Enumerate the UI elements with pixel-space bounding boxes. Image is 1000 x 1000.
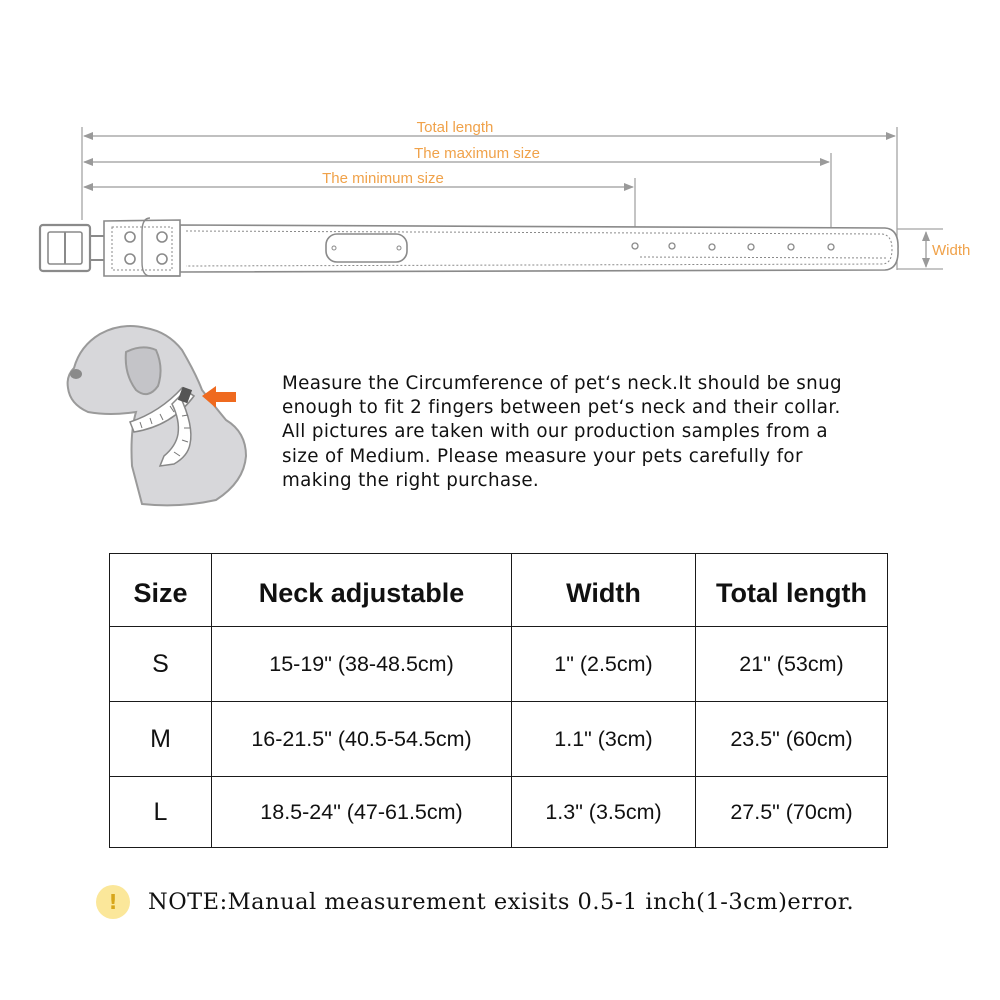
size-chart-table xyxy=(109,553,888,848)
neck-cell: 16-21.5" (40.5-54.5cm) xyxy=(212,702,512,777)
collar-diagram xyxy=(0,0,1000,310)
dog-nose xyxy=(70,369,82,379)
header-neck-adjustable: Neck adjustable xyxy=(212,554,512,627)
length-cell: 23.5" (60cm) xyxy=(696,702,888,777)
total-length-label: Total length xyxy=(416,119,494,136)
neck-cell: 18.5-24" (47-61.5cm) xyxy=(212,777,512,848)
size-value: L xyxy=(153,797,168,826)
table-header-row xyxy=(110,554,888,627)
size-cell xyxy=(110,777,212,848)
width-cell: 1" (2.5cm) xyxy=(512,627,696,702)
neck-cell: 15-19" (38-48.5cm) xyxy=(212,627,512,702)
note-text: NOTE:Manual measurement exisits 0.5-1 inch(1-3cm)error. xyxy=(148,889,855,915)
dog-measuring-illustration xyxy=(60,316,260,512)
size-cell xyxy=(110,702,212,777)
header-total-length: Total length xyxy=(696,554,888,627)
width-label: Width xyxy=(932,242,971,259)
max-size-label: The maximum size xyxy=(414,145,540,162)
min-size-label: The minimum size xyxy=(322,170,444,187)
width-cell: 1.1" (3cm) xyxy=(512,702,696,777)
measurement-instructions: Measure the Circumference of pet‘s neck.It should be snug enough to fit 2 fingers between pet‘s neck and their collar. All pictures are taken with our production samples from a size of Medium. Please measure your pets carefully for making the right purchase. xyxy=(282,373,843,491)
table-row xyxy=(110,702,888,777)
header-width: Width xyxy=(512,554,696,627)
measurement-note xyxy=(96,882,854,922)
header-size: Size xyxy=(110,554,212,627)
size-value: M xyxy=(150,724,171,753)
length-cell: 27.5" (70cm) xyxy=(696,777,888,848)
length-cell: 21" (53cm) xyxy=(696,627,888,702)
collar-illustration xyxy=(40,218,898,276)
size-cell xyxy=(110,627,212,702)
table-row xyxy=(110,777,888,848)
table-row xyxy=(110,627,888,702)
size-value: S xyxy=(152,649,169,678)
exclamation-icon: ! xyxy=(96,885,130,919)
width-cell: 1.3" (3.5cm) xyxy=(512,777,696,848)
